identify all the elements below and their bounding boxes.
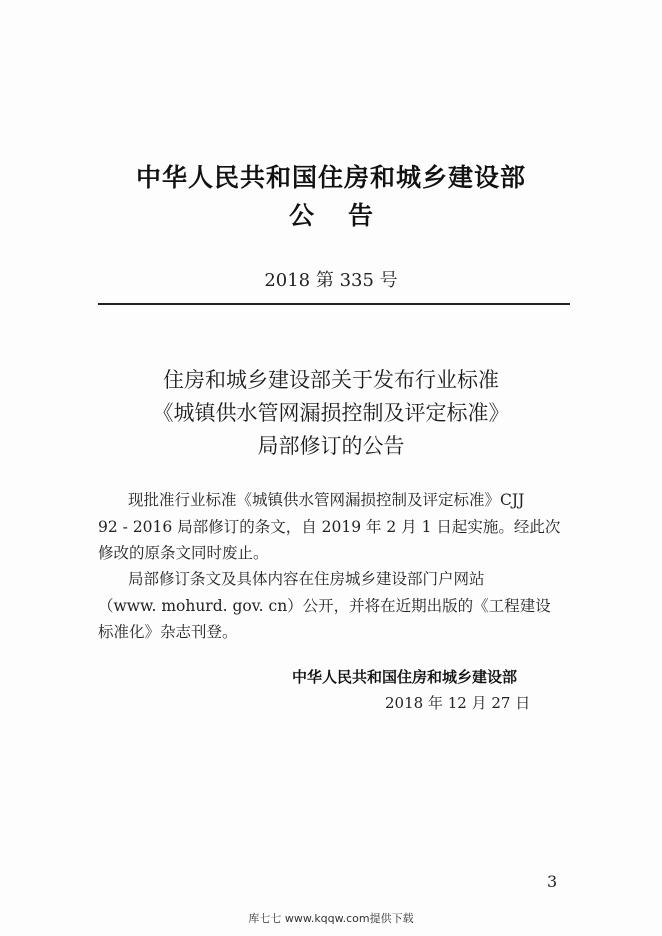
notice-word: 公告 [288, 201, 407, 230]
body-line: 局部修订条文及具体内容在住房城乡建设部门户网站 [128, 570, 485, 588]
issue-date: 2018 年 12 月 27 日 [385, 694, 531, 712]
download-watermark: 库七七 www.kqqw.com提供下载 [248, 912, 414, 925]
body-line: 修改的原条文同时废止。 [98, 544, 269, 562]
ministry-title: 中华人民共和国住房和城乡建设部 [135, 163, 526, 192]
body-line: （www. mohurd. gov. cn）公开，并将在近期出版的《工程建设 [98, 597, 551, 615]
headline-line-1: 住房和城乡建设部关于发布行业标准 [163, 368, 499, 392]
notice-number: 2018 第 335 号 [264, 270, 398, 291]
headline-line-3: 局部修订的公告 [257, 434, 405, 458]
headline-line-2: 《城镇供水管网漏损控制及评定标准》 [152, 401, 510, 425]
header-divider [98, 303, 570, 305]
body-line: 标准化》杂志刊登。 [98, 623, 238, 641]
body-line: 现批准行业标准《城镇供水管网漏损控制及评定标准》CJJ [128, 491, 525, 509]
body-line: 92 - 2016 局部修订的条文，自 2019 年 2 月 1 日起实施。经此次 [98, 518, 561, 536]
page-number: 3 [547, 872, 558, 891]
issuer-signature: 中华人民共和国住房和城乡建设部 [292, 668, 518, 686]
